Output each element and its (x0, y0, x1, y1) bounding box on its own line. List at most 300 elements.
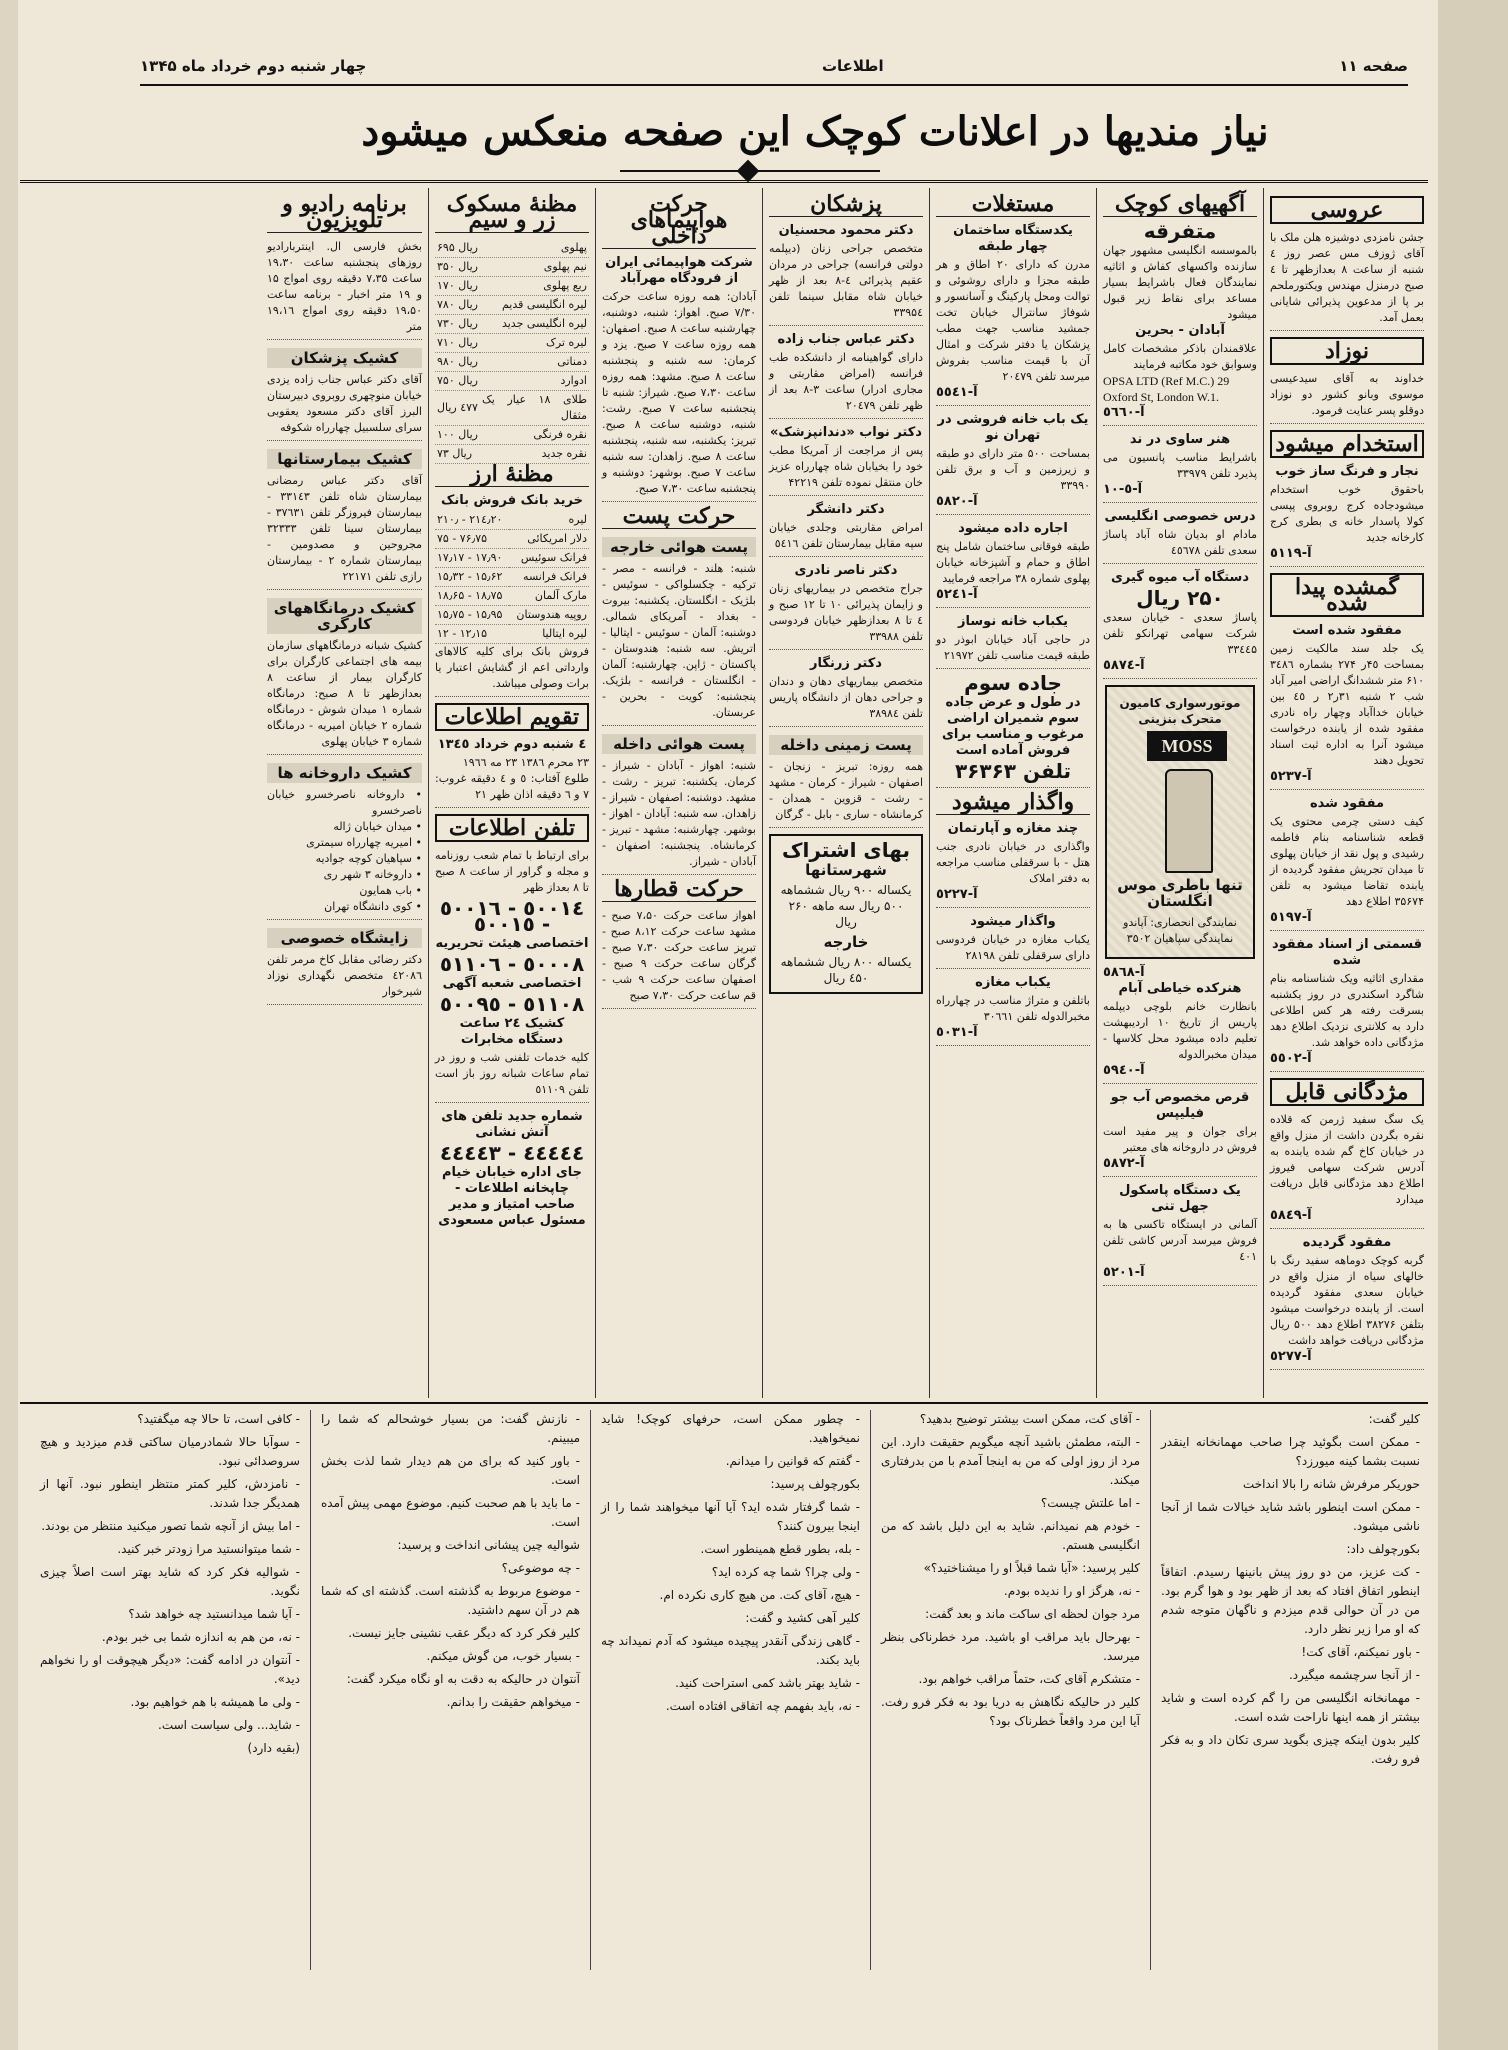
phones-editorial-numbers: ٥٠٠٠٨ - ٥١١٠٦ (439, 952, 585, 976)
doctor-name: دکتر عباس جناب زاده (777, 332, 915, 347)
flights-heading: حرکت هواپیماهای داخلی (602, 196, 756, 249)
clinics-on-call-heading: کشیک درمانگاههای کارگری (267, 598, 422, 634)
doctor-listing (769, 425, 923, 496)
tablet-ad-code: آ-٥٨٧٢ (1103, 1156, 1145, 1171)
rate-row (435, 426, 589, 445)
page-left-margin (0, 0, 18, 2050)
domestic-post-schedule: همه روزه: تبریز - زنجان - اصفهان - شیراز - کرمان - مشهد - رشت - قزوین - همدان - کرمانشاه - ساری - بابل - گرگان (769, 759, 923, 828)
rate-row (435, 587, 589, 606)
coin-rates-table (435, 239, 589, 464)
rate-row (435, 315, 589, 334)
column-transport (595, 188, 762, 1398)
story-column-4 (310, 1410, 590, 1970)
new-house-body: در حاجی آباد خیابان ابوذر دو طبقه قیمت مناسب تلفن ۲۱۹۷۲ (936, 633, 1090, 662)
story-paragraph: - شما گرفتار شده اید؟ آیا آنها میخواهند شما را از اینجا بیرون کنند؟ (601, 1500, 860, 1533)
classified-banner (330, 100, 1300, 162)
juicer-ad-body: پاساژ سعدی - خیابان سعدی شرکت سهامی تهرانکو تلفن ۳۳٤٤۵ (1103, 611, 1257, 656)
story-paragraph: کلیر گفت: (1368, 1412, 1420, 1426)
story-paragraph: - شما میتوانستید مرا زودتر خبر کنید. (117, 1542, 300, 1556)
rate-value: ۷۵۰ ریال (435, 372, 480, 391)
section-wedding-heading: عروسی (1270, 196, 1424, 224)
pharmacy-item: • داروخانه ٣ شهر ری (323, 868, 422, 881)
shop-transfer-ad (936, 914, 1090, 969)
rate-value: ۷۳۰ ریال (435, 315, 480, 334)
doctor-details: متخصص جراحی زنان (دیپلمه دولتی فرانسه) جراحی در مردان عقیم پذیرائی ٤-۸ بعد از ظهر خیابان شاه مقابل سینما تلفن ۳۳۹۵٤ (769, 242, 923, 319)
maternity-body: دکتر رضائی مقابل کاخ مرمر تلفن ٤۲۰۸٦ متخصص نگهداری نوزاد شیرخوار (267, 952, 422, 1005)
maternity-heading: زایشگاه خصوصی (267, 928, 422, 948)
story-divider (20, 1402, 1428, 1404)
running-head (140, 52, 1408, 80)
rate-value: ۶۹۵ ریال (435, 239, 480, 258)
pharmacies-on-call-heading: کشیک داروخانه ها (267, 763, 422, 783)
juicer-ad-code: آ-٥٨٧٤ (1103, 658, 1145, 673)
story-paragraph: آنتوان در حالیکه به دقت به او نگاه میکرد گفت: (346, 1672, 580, 1686)
rate-name: نقره فرنگی (480, 426, 589, 445)
trains-heading: حرکت قطارها (602, 881, 756, 902)
house-sale-title: یک باب خانه فروشی در تهران نو (937, 412, 1089, 443)
house-sale-code: آ-٥٨٢٠ (936, 494, 978, 509)
coin-rates-heading: مظنهٔ مسکوک زر و سیم (435, 196, 589, 233)
story-paragraph: مرد جوان لحظه ای ساکت ماند و بعد گفت: (925, 1607, 1140, 1621)
head-rule (140, 84, 1408, 86)
story-paragraph: - ممکن است اینطور باشد شاید خیالات شما از آنجا ناشی میشود. (1161, 1500, 1420, 1533)
story-paragraph: - ولی چرا؟ شما چه کرده اید؟ (711, 1565, 860, 1579)
tablet-ad-title: قرص مخصوص آب جو فیلیپس (1110, 1090, 1250, 1121)
agency-ad-body-2: علاقمندان باذکر مشخصات کامل وسوابق خود مکاتبه فرمایند (1103, 342, 1257, 371)
rate-row (435, 391, 589, 426)
tailoring-school-title: هنرکده خیاطی آبام (1118, 981, 1242, 996)
tablet-ad-body: برای جوان و پیر مفید است فروش در داروخانه های معتبر (1103, 1125, 1257, 1154)
rate-name: دمناتی (480, 353, 589, 372)
land-ad-body: در طول و عرض جاده سوم شمیران اراضی مرغوب و مناسب برای فروش آماده است (941, 695, 1084, 758)
rate-value: ۲۱۰٫ - ۲۱٤٫۲۰ (435, 511, 509, 530)
juicer-ad-price: ۲۵۰ ریال (1136, 586, 1224, 610)
calendar-heading: تقویم اطلاعات (435, 703, 589, 731)
hospitals-on-call-body: آقای دکتر عباس رمضانی بیمارستان شاه تلفن ۳۳۱٤۳ - بیمارستان فیروزگر تلفن ۳۷٦۳۱ - بیمارستان سینا تلفن ۳۲۳۳۳ مجروحین و مصدومین - بیمارستان شماره ۲ - بیمارستان رازی تلفن ۲۲۱۷۱ (267, 473, 422, 590)
story-paragraph: - آیا شما میدانستید چه خواهد شد؟ (128, 1607, 300, 1621)
rental-ad-title: اجاره داده میشود (958, 521, 1068, 536)
calendar-sun-times: طلوع آفتاب: ٥ و ٤ دقیقه غروب: ۷ و ٦ دقیقه اذان ظهر ۲۱ (435, 771, 589, 808)
section-birth-heading: نوزاد (1270, 337, 1424, 365)
building-ad-body: مدرن که دارای ۲۰ اطاق و هر طبقه مجزا و دارای روشوئی و توالت ومحل پارکینگ و آسانسور و شوفاژ سانترال خیابان تخت جمشید مناسب جهت مطب پزشکان یا دفتر شرکت و امثال آن با قیمت مناسب بفروش میرسد تلفن ۲۰٤۷۹ (936, 258, 1090, 383)
doctor-name: دکتر نواب «دندانپزشک» (770, 425, 922, 440)
doctor-details: جراح متخصص در بیماریهای زنان و زایمان پذیرائی ۱۰ تا ۱۲ صبح و ٤ تا ۸ بعدازظهر خیابان فردوسی تلفن ۳۳۹۸۸ (769, 582, 923, 643)
pharmacy-item: • کوی دانشگاه تهران (324, 900, 422, 913)
story-paragraph: - از آنجا سرچشمه میگیرد. (1288, 1668, 1420, 1682)
land-ad-title: جاده سوم (964, 671, 1062, 695)
story-paragraph: - هیچ، آقای کت. من هیچ کاری نکرده ام. (659, 1588, 860, 1602)
rate-name: ربع پهلوی (480, 277, 589, 296)
story-paragraph: - ما باید با هم صحبت کنیم. موضوع مهمی پیش آمده است. (321, 1496, 580, 1529)
rate-row (435, 258, 589, 277)
building-ad-title: یکدستگاه ساختمان چهار طبقه (953, 223, 1073, 254)
rate-row (435, 606, 589, 625)
story-paragraph: - خودم هم نمیدانم. شاید به این دلیل باشد که من انگلیسی هستم. (881, 1519, 1140, 1552)
phones-heading: تلفن اطلاعات (435, 814, 589, 842)
rate-value: ۷۵ - ۷۶٫۷۵ (435, 530, 509, 549)
rate-name: طلای ۱۸ عیار یک مثقال (480, 391, 589, 426)
rate-name: فرانک فرانسه (509, 568, 589, 587)
rate-row (435, 353, 589, 372)
column-misc-ads (1096, 188, 1263, 1398)
page-right-margin (1438, 0, 1508, 2050)
hiring-ad-code: آ-٥١١٩ (1270, 546, 1312, 561)
agency-ad-code: آ-٥٦٦٠ (1103, 405, 1145, 420)
rate-value: ۷۱۰ ریال (435, 334, 480, 353)
pharmacy-item: • امیریه چهارراه سیمتری (306, 836, 422, 849)
tailoring-school-code: آ-٥٩٤٠ (1103, 1063, 1145, 1078)
rate-name: روپیه هندوستان (509, 606, 589, 625)
wedding-notice: جشن نامزدی دوشیزه هلن ملک با آقای ژوزف مس عصر روز ٤ شنبه از ساعت ۸ بعدازظهر تا ٤ صبح درمنزل مهندس ویکتورملحم بر پا از مدعوین پذیرائی شایانی بعمل آمد. (1270, 230, 1424, 331)
shops-ad (936, 821, 1090, 908)
land-ad-phone: تلفن ۳۶۳۶۳ (954, 759, 1072, 783)
doctor-listing (769, 656, 923, 727)
phones-main-numbers: ٥٠٠١٤ - ٥٠٠١٦ - ٥٠٠١٥ (439, 896, 585, 936)
publisher-imprint: جای اداره خیابان خیام چاپخانه اطلاعات - صاحب امتیاز و مدیر مسئول عباس مسعودی (438, 1165, 586, 1228)
issue-date: چهار شنبه دوم خرداد ماه ۱۳۴۵ (140, 57, 367, 75)
subscription-domestic-label: شهرستانها (805, 861, 887, 879)
rate-value: ۷۳ ریال (435, 445, 480, 464)
rate-name: نقره جدید (480, 445, 589, 464)
rate-row (435, 239, 589, 258)
rate-row (435, 549, 589, 568)
moss-ad-headline: تنها باطری موس انگلستان (1117, 876, 1243, 910)
story-paragraph: کلیر در حالیکه نگاهش به دریا بود به فکر فرو رفت. آیا این مرد واقعاً خطرناک بود؟ (881, 1695, 1140, 1728)
doctor-name: دکتر زرنگار (810, 656, 882, 671)
fx-note: فروش بانک برای کلیه کالاهای وارداتی اعم از گشایش اعتبار یا برات وصولی میباشد. (435, 644, 589, 697)
agency-ad (1103, 243, 1257, 426)
house-sale-body: بمساحت ۵۰۰ متر دارای دو طبقه و زیرزمین و آب و برق تلفن ۳۳۹۹۰ (936, 447, 1090, 492)
phones-ads-numbers: ٥١١٠٨ - ٥٠٠٩٥ (439, 992, 585, 1016)
banner-ornament (620, 170, 880, 186)
story-paragraph: - البته، مطمئن باشید آنچه میگویم حقیقت دارد. این مرد از روز اولی که من به اینجا آمدم با من بدرفتاری میکند. (881, 1435, 1140, 1487)
lost-ad-4 (1270, 1235, 1424, 1370)
rental-ad-code: آ-٥٢٤١ (936, 587, 978, 602)
rate-row (435, 530, 589, 549)
story-paragraph: - اما بیش از آنچه شما تصور میکنید منتظر من بودند. (41, 1519, 300, 1533)
new-house-title: یکباب خانه نوساز (958, 614, 1068, 629)
shops-ad-body: واگذاری در خیابان نادری جنب هتل - با سرقفلی مناسب مراجعه به دفتر املاک (936, 840, 1090, 885)
rate-name: مارک آلمان (509, 587, 589, 606)
lost-ad-4-title: مفقود گردیده (1302, 1235, 1392, 1250)
agency-ad-cities: آبادان - بحرین (1135, 323, 1225, 338)
shop-ad (936, 975, 1090, 1046)
story-paragraph: - آقای کت، ممکن است بیشتر توضیح بدهید؟ (919, 1412, 1140, 1426)
story-paragraph: - چطور ممکن است، حرفهای کوچک! شاید نمیخواهید. (601, 1412, 860, 1445)
hospitals-on-call-heading: کشیک بیمارستانها (267, 449, 422, 469)
shops-ad-title: چند مغازه و آپارتمان (947, 821, 1079, 836)
calendar-date: ٤ شنبه دوم خرداد ۱۳٤٥ (437, 737, 587, 752)
boarding-ad-title: هنر ساوی در ند (1129, 432, 1231, 447)
doctor-name: دکتر دانشگر (807, 502, 885, 517)
rate-row (435, 568, 589, 587)
story-paragraph: شوالیه چین پیشانی انداخت و پرسید: (397, 1538, 580, 1552)
story-paragraph: بکورچولف داد: (1346, 1542, 1420, 1556)
fx-columns-label: خرید بانک فروش بانک (441, 493, 583, 508)
lost-ad-1-body: یک جلد سند مالکیت زمین بمساحت ۴٥ر ۲۷۴ بشماره ۳٤۸٦ ۶۱۰ متر ششدانگ اراضی امیر آباد شب ۲ شنبه ۳۱ر۲ ر ٤٥ بین خیابان خداآباد وچهار راه نادری مفقود شده از یابنده درخواست میشود آنرا به اداره ثبت اسناد تحویل دهند (1270, 642, 1424, 767)
lost-ad-1-title: مفقود شده است (1292, 623, 1402, 638)
flights-subheading: شرکت هواپیمائی ایران از فرودگاه مهرآباد (605, 255, 753, 286)
story-paragraph: کلیر بدون اینکه چیزی بگوید سری تکان داد و به فکر فرو رفت. (1161, 1733, 1420, 1766)
foreign-airmail-heading: پست هوائی خارجه (602, 537, 756, 557)
rate-row (435, 511, 589, 530)
doctor-listing (769, 563, 923, 650)
doctors-on-call-heading: کشیک پزشکان (267, 348, 422, 368)
house-sale-ad (936, 412, 1090, 515)
story-paragraph: حوریکر مرفرش شانه را بالا انداخت (1242, 1477, 1420, 1491)
story-paragraph: - شاید بهتر باشد کمی استراحت کنید. (675, 1676, 860, 1690)
rental-ad (936, 521, 1090, 608)
story-paragraph: - نه، من هم به اندازه شما بی خبر بودم. (101, 1630, 300, 1644)
hiring-ad-title: نجار و فرنگ ساز خوب (1275, 464, 1419, 479)
post-heading: حرکت پست (602, 508, 756, 529)
moss-ad-agent: نمایندگی انحصاری: آپاندو نمایندگی سپاهیان ۳۵۰۲ (1123, 916, 1237, 945)
story-column-3 (590, 1410, 870, 1970)
story-paragraph: - کافی است، تا حالا چه میگفتید؟ (137, 1412, 300, 1426)
story-paragraph: - شاید... ولی سیاست است. (158, 1718, 300, 1732)
small-ads-heading: آگهیهای کوچک (1103, 196, 1257, 217)
transfer-heading: واگذار میشود (936, 794, 1090, 815)
moss-ad-code: آ-٥٨٦٨ (1103, 965, 1145, 980)
story-paragraph: - ولی ما همیشه با هم خواهیم بود. (130, 1695, 300, 1709)
domestic-airmail-heading: پست هوائی داخله (602, 734, 756, 754)
land-ad (936, 671, 1090, 788)
section-reward-heading: مژدگانی قابل (1270, 1078, 1424, 1106)
rate-name: لیره ایتالیا (509, 625, 589, 644)
real-estate-heading: مستغلات (936, 196, 1090, 217)
birth-notice: خداوند به آقای سیدعیسی موسوی وبانو کشور دو نوزاد دوقلو پسر عنایت فرمود. (1270, 371, 1424, 424)
shop-ad-body: باتلفن و متراژ مناسب در چهارراه مخبرالدوله تلفن ۳۰٦٦۱ (936, 994, 1090, 1023)
pharmacies-list (267, 787, 422, 920)
shop-ad-code: آ-٥٠٣١ (936, 1025, 978, 1040)
rate-value: ۱۷٫۱۷ - ۱۷٫۹۰ (435, 549, 509, 568)
story-paragraph: - اما علتش چیست؟ (1040, 1496, 1140, 1510)
banner-title: نیاز مندیها در اعلانات کوچک این صفحه منعکس میشود (361, 107, 1269, 155)
lost-ad-2 (1270, 796, 1424, 931)
story-paragraph: - بهرحال باید مراقب او باشید. مرد خطرناکی بنظر میرسد. (881, 1630, 1140, 1663)
rate-name: نیم پهلوی (480, 258, 589, 277)
rate-name: لیره (509, 511, 589, 530)
story-paragraph: - بله، بطور قطع همینطور است. (700, 1542, 860, 1556)
story-column-5 (30, 1410, 310, 1970)
rate-name: لیره ترک (480, 334, 589, 353)
rate-value: ۱۵٫۷۵ - ۱۵٫۹۵ (435, 606, 509, 625)
moss-logo: MOSS (1147, 731, 1227, 761)
agency-ad-body: بالموسسه انگلیسی مشهور جهان سازنده واکسهای کفاش و اثاثیه نمایندگان فعال باشرایط بسیار مساعد برای نقاط زیر قبول میشود (1103, 244, 1257, 321)
agency-ad-address: OPSA LTD (Ref M.C.) 29 Oxford St, London W.1. (1103, 374, 1230, 404)
pharmacy-item: • سپاهیان کوچه جوادیه (315, 852, 422, 865)
fx-rates-heading: مظنهٔ ارز (435, 466, 589, 487)
story-paragraph: - متشکرم آقای کت، حتماً مراقب خواهم بود. (918, 1672, 1140, 1686)
fire-dept-heading: شماره جدید تلفن های آتش نشانی (441, 1109, 583, 1140)
juicer-ad-title: دستگاه آب میوه گیری (1110, 570, 1250, 585)
rate-value: ۹۸۰ ریال (435, 353, 480, 372)
page-number: صفحه ۱۱ (1339, 57, 1408, 75)
scale-ad-code: آ-٥٢٠١ (1103, 1265, 1145, 1280)
rate-value: ۱۵٫۳۲ - ۱۵٫۶۲ (435, 568, 509, 587)
doctor-details: امراض مقاربتی وجلدی خیابان سپه مقابل بیمارستان تلفن ٥٤١٦ (769, 521, 923, 550)
english-lessons-title: درس خصوصی انگلیسی (1104, 509, 1256, 524)
tablet-ad (1103, 1090, 1257, 1177)
doctor-listing (769, 502, 923, 557)
rate-row (435, 372, 589, 391)
story-paragraph: - کت عزیز، من دو روز پیش بانینها رسیدم. اتفاقاً اینطور اتفاق افتاد که بعد از ظهر بود و هوا گرم بود. من در آن حوالی قدم میزدم و ناگهان متوجه شدم که او مرا زیر نظر دارد. (1161, 1565, 1420, 1636)
story-paragraph: - موضوع مربوط به گذشته است. گذشته ای که شما هم در آن سهم داشتید. (321, 1584, 580, 1617)
story-paragraph: - باور نمیکنم، آقای کت! (1301, 1645, 1420, 1659)
subscription-foreign-label: خارجه (823, 933, 869, 951)
column-services (261, 188, 428, 1398)
story-paragraph: بکورچولف پرسید: (770, 1477, 860, 1491)
story-paragraph: (بقیه دارد) (247, 1741, 300, 1755)
story-paragraph: - شوالیه فکر کرد که شاید بهتر است اصلاً چیزی نگوید. (40, 1565, 300, 1598)
rate-name: لیره انگلیسی قدیم (480, 296, 589, 315)
story-paragraph: - چه موضوعی؟ (501, 1561, 580, 1575)
lost-ad-3-code: آ-٥٥٠٢ (1270, 1051, 1312, 1066)
section-lost-found-heading: گمشده پیدا شده (1270, 573, 1424, 617)
scale-ad-body: آلمانی در ایستگاه تاکسی ها به فروش میرسد آدرس کاشی تلفن ٤٠١ (1103, 1218, 1257, 1263)
lost-ad-4-code: آ-٥٢٧٧ (1270, 1349, 1312, 1364)
rate-value: ۷۸۰ ریال (435, 296, 480, 315)
reward-ad-code: آ-٥٨٤٩ (1270, 1208, 1312, 1223)
juicer-ad (1103, 570, 1257, 679)
pharmacy-item: • میدان خیابان ژاله (333, 820, 422, 833)
domestic-airmail-schedule: شنبه: اهواز - آبادان - شیراز - کرمان. یکشنبه: تبریز - رشت - مشهد. دوشنبه: اصفهان - شیراز - زاهدان. سه شنبه: آبادان - اهواز - بوشهر. چهارشنبه: مشهد - تبریز - کرمانشاه. پنجشنبه: اصفهان - آبادان - شیراز. (602, 758, 756, 875)
doctors-on-call-body: آقای دکتر عباس جناب زاده یزدی خیابان منوچهری روبروی دبیرستان البرز آقای دکتر مسعود یعقوبی سرای سلسبیل چهارراه شکوفه (267, 372, 422, 441)
rate-name: فرانک سوئیس (509, 549, 589, 568)
rate-value: ۱۲ - ۱۲٫۱۵ (435, 625, 509, 644)
rate-value: ۱۸٫۶۵ - ۱۸٫۷۵ (435, 587, 509, 606)
paper-name: اطلاعات (821, 57, 884, 75)
new-house-ad (936, 614, 1090, 669)
building-ad (936, 223, 1090, 406)
doctor-name: دکتر ناصر نادری (794, 563, 898, 578)
calendar-other-dates: ۲۳ محرم ۱۳۸٦ ۲۳ مه ۱۹٦٦ (462, 756, 589, 769)
misc-subheading: متفرقه (1143, 219, 1217, 243)
shop-transfer-title: واگذار میشود (970, 914, 1056, 929)
trains-schedule: اهواز ساعت حرکت ۷،۵۰ صبح - مشهد ساعت حرکت ۸،۱۲ صبح - تبریز ساعت حرکت ۷،۳۰ صبح - گرگان ساعت حرکت ۹ صبح - اصفهان ساعت حرکت ۹ شب - قم ساعت حرکت ۷،۳۰ صبح (602, 908, 756, 1009)
shops-ad-code: آ-٥٢۲۷ (936, 887, 978, 902)
phones-editorial-label: اختصاصی هیئت تحریریه (435, 936, 589, 951)
rate-value: ۱۰۰ ریال (435, 426, 480, 445)
doctor-details: متخصص بیماریهای دهان و دندان و جراحی دهان از دانشگاه پاریس تلفن ۳۸۹۸٤ (769, 675, 923, 720)
phones-ads-label: اختصاصی شعبه آگهی (442, 976, 582, 991)
lost-ad-4-body: گربه کوچک دوماهه سفید رنگ با خالهای سیاه از منزل واقع در خیابان سعدی مفقود گردیده است. از یابنده درخواست میشود بتلفن ۳۸۲۷۶ اطلاع دهد ۵۰۰ ریال مژدگانی دریافت خواهد داشت (1270, 1254, 1425, 1347)
story-paragraph: - میخواهم حقیقت را بدانم. (446, 1695, 580, 1709)
tailoring-school-ad (1103, 981, 1257, 1084)
telecom-heading: کشیک ۲٤ ساعت دستگاه مخابرات (459, 1016, 565, 1047)
story-paragraph: - بسیار خوب، من گوش میکنم. (426, 1649, 580, 1663)
doctors-heading: پزشکان (769, 196, 923, 217)
lost-ad-2-body: کیف دستی چرمی محتوی یک قطعه شناسنامه بنام فاطمه رشیدی و پول نقد از خیابان پهلوی تا میدان تجریش مفقود گردیده از یابنده تقاضا میشود به تلفن ۳۵۶۷۴ اطلاع دهد (1270, 815, 1424, 908)
lost-ad-1-code: آ-٥٢٣٧ (1270, 769, 1312, 784)
fire-dept-numbers: ٤٤٤٤٤ - ٤٤٤٤٣ (439, 1141, 585, 1165)
rate-row (435, 277, 589, 296)
rental-ad-body: طبقه فوقانی ساختمان شامل پنج اطاق و حمام و آشپزخانه خیابان پهلوی شماره ۳۸ مراجعه فرمایید (936, 540, 1090, 585)
classified-columns (20, 188, 1430, 1398)
fx-rates-table (435, 511, 589, 644)
rate-value: ۱۷۰ ریال (435, 277, 480, 296)
hiring-ad (1270, 464, 1424, 567)
scale-ad-title: یک دستگاه پاسکول جهل تنی (1119, 1183, 1241, 1214)
lost-ad-3-title: قسمتی از اسناد مفقود شده (1271, 937, 1423, 968)
story-paragraph: - مهمانخانه انگلیسی من را گم کرده است و شاید بیشتر از همه اینها ناراحت شده است. (1161, 1691, 1420, 1724)
domestic-post-heading: پست زمینی داخله (769, 735, 923, 755)
moss-ad-top-text: موتورسواری کامیون متحرک بنزینی (1119, 696, 1241, 726)
reward-ad-body: یک سگ سفید ژرمن که قلاده نقره بگردن داشت از منزل واقع در خیابان کاخ گم شده یابنده به آدرس شرکت سهامی فیروز اطلاع دهد مژدگانی قابل دریافت میدارد (1270, 1113, 1424, 1206)
shop-ad-title: یکباب مغازه (975, 975, 1051, 990)
boarding-ad (1103, 432, 1257, 503)
rate-value: ۳۵۰ ریال (435, 258, 480, 277)
story-paragraph: - نازنش گفت: من بسیار خوشحالم که شما را میبینم. (321, 1412, 580, 1445)
lost-ad-2-code: آ-٥١٩٧ (1270, 910, 1312, 925)
story-paragraph: - ممکن است بگوئید چرا صاحب مهمانخانه اینقدر نسبت بشما کینه میورزد؟ (1161, 1435, 1420, 1468)
doctor-details: پس از مراجعت از آمریکا مطب خود را بخیابان شاه چهارراه عزیز خان منتقل نموده تلفن ۴۲۲۱۹ (769, 444, 923, 489)
column-rates-calendar (428, 188, 595, 1398)
story-paragraph: کلیر آهی کشید و گفت: (745, 1611, 860, 1625)
subscription-foreign-rates: یکساله ۸۰۰ ریال ششماهه ٤۵۰ ریال (780, 955, 912, 985)
rate-row (435, 334, 589, 353)
boarding-ad-body: باشرایط مناسب پانسیون می پذیرد تلفن ۳۳۹۷۹ (1103, 451, 1257, 480)
boarding-ad-code: آ-٥-١٠ (1103, 482, 1143, 497)
column-announcements (1263, 188, 1430, 1398)
clinics-on-call-body: کشیک شبانه درمانگاههای سازمان بیمه های اجتماعی کارگران برای کارگران بیمار از ساعت ۸ بعدازظهر تا ۸ صبح: درمانگاه شماره ۱ میدان شوش - درمانگاه شماره ۲ خیابان امیریه - درمانگاه شماره ۳ خیابان پهلوی (267, 638, 422, 755)
rate-name: ادوارد (480, 372, 589, 391)
reward-ad (1270, 1112, 1424, 1229)
section-hiring-heading: استخدام میشود (1270, 430, 1424, 458)
story-paragraph: کلیر پرسید: «آیا شما قبلاً او را میشناختید؟» (923, 1561, 1140, 1575)
story-paragraph: - سوآبا حالا شمادرمیان ساکتی قدم میزدید و هیچ سروصدائی نبود. (40, 1435, 300, 1468)
subscription-heading: بهای اشتراک (782, 838, 910, 862)
radio-tv-heading: برنامه رادیو و تلویزیون (267, 196, 422, 233)
doctor-details: دارای گواهینامه از دانشکده طب فرانسه (امراض مقاربتی و مجاری ادرار) ساعت ۳-۸ بعد از ظهر تلفن ۲۰٤۷۹ (769, 351, 923, 412)
lost-ad-2-title: مفقود شده (1309, 796, 1385, 811)
shop-transfer-body: یکباب مغازه در خیابان فردوسی دارای سرقفلی تلفن ۲۸۱۹۸ (936, 933, 1090, 962)
building-ad-code: آ-٥٥٤١ (936, 385, 978, 400)
rate-name: پهلوی (480, 239, 589, 258)
story-paragraph: - نه، باید بفهمم چه اتفاقی افتاده است. (665, 1699, 860, 1713)
hiring-ad-body: باحقوق خوب استخدام میشودجاده کرج روبروی پپسی کولا پاسدار خانه ی بطری کرج کارخانه جدید (1270, 483, 1424, 544)
rate-name: دلار امریکائی (509, 530, 589, 549)
top-rule (20, 180, 1428, 183)
rate-name: لیره انگلیسی جدید (480, 315, 589, 334)
rate-row (435, 625, 589, 644)
pharmacy-item: • داروخانه ناصرخسرو خیابان ناصرخسرو (267, 788, 422, 817)
english-lessons-body: مادام او بدیان شاه آباد پاساژ سعدی تلفن ٤٥٦٧٨ (1103, 528, 1257, 557)
serial-story (30, 1410, 1430, 1970)
column-doctors (762, 188, 929, 1398)
story-paragraph: کلیر فکر کرد که دیگر عقب نشینی جایز نیست. (348, 1626, 580, 1640)
story-paragraph: - نه، هرگز او را ندیده بودم. (1003, 1584, 1140, 1598)
story-paragraph: - گاهی زندگی آنقدر پیچیده میشود که آدم نمیداند چه باید بکند. (601, 1634, 860, 1667)
tailoring-school-body: بانظارت خانم بلوچی دیپلمه پاریس از تاریخ ۱۰ اردیبهشت تعلیم داده میشود محل کلاسها - میدان مخبرالدوله (1103, 1000, 1257, 1061)
foreign-airmail-schedule: شنبه: هلند - فرانسه - مصر - ترکیه - چکسلواکی - سوئیس - بلژیک - انگلستان. یکشنبه: بیروت - بغداد - آمریکای شمالی. دوشنبه: آلمان - سوئیس - ایتالیا - اتریش. سه شنبه: هندوستان - پاکستان - ژاپن. چهارشنبه: آلمان - انگلستان - فرانسه - بلژیک. پنجشنبه: کویت - بحرین - عربستان. (602, 561, 756, 726)
moss-battery-ad (1105, 685, 1255, 959)
pharmacy-item: • باب همایون (359, 884, 422, 897)
doctor-listing (769, 223, 923, 326)
story-paragraph: - آنتوان در ادامه گفت: «دیگر هیچوقت او را نخواهم دید». (40, 1653, 300, 1686)
column-real-estate (929, 188, 1096, 1398)
doctor-name: دکتر محمود محسنیان (778, 223, 914, 238)
lost-ad-1 (1270, 623, 1424, 790)
scale-ad (1103, 1183, 1257, 1286)
lost-ad-3 (1270, 937, 1424, 1072)
rate-row (435, 296, 589, 315)
story-paragraph: - گفتم که قوانین را میدانم. (725, 1454, 860, 1468)
flights-schedule: آبادان: همه روزه ساعت حرکت ۷/۳۰ صبح. اهواز: شنبه، دوشنبه، چهارشنبه ساعت ۸ صبح. اصفهان: همه روزه ساعت ۷ صبح. یزد و کرمان: سه شنبه و پنجشنبه ساعت ۸ صبح. مشهد: همه روزه ساعت ۷،۳۰ صبح. شیراز: شنبه تا پنجشنبه ساعت ۷ صبح. رشت: شنبه، دوشنبه ساعت ۸ صبح. تبریز: یکشنبه، سه شنبه، پنجشنبه ساعت ۸ صبح. زاهدان: سه شنبه ساعت ۷ صبح. بوشهر: دوشنبه و پنجشنبه ساعت ۷،۳۰ صبح. (602, 289, 756, 502)
subscription-domestic-rates: یکساله ۹۰۰ ریال ششماهه ۵۰۰ ریال سه ماهه ۲۶۰ ریال (780, 883, 912, 929)
battery-illustration-icon (1165, 769, 1213, 873)
english-lessons-ad (1103, 509, 1257, 564)
